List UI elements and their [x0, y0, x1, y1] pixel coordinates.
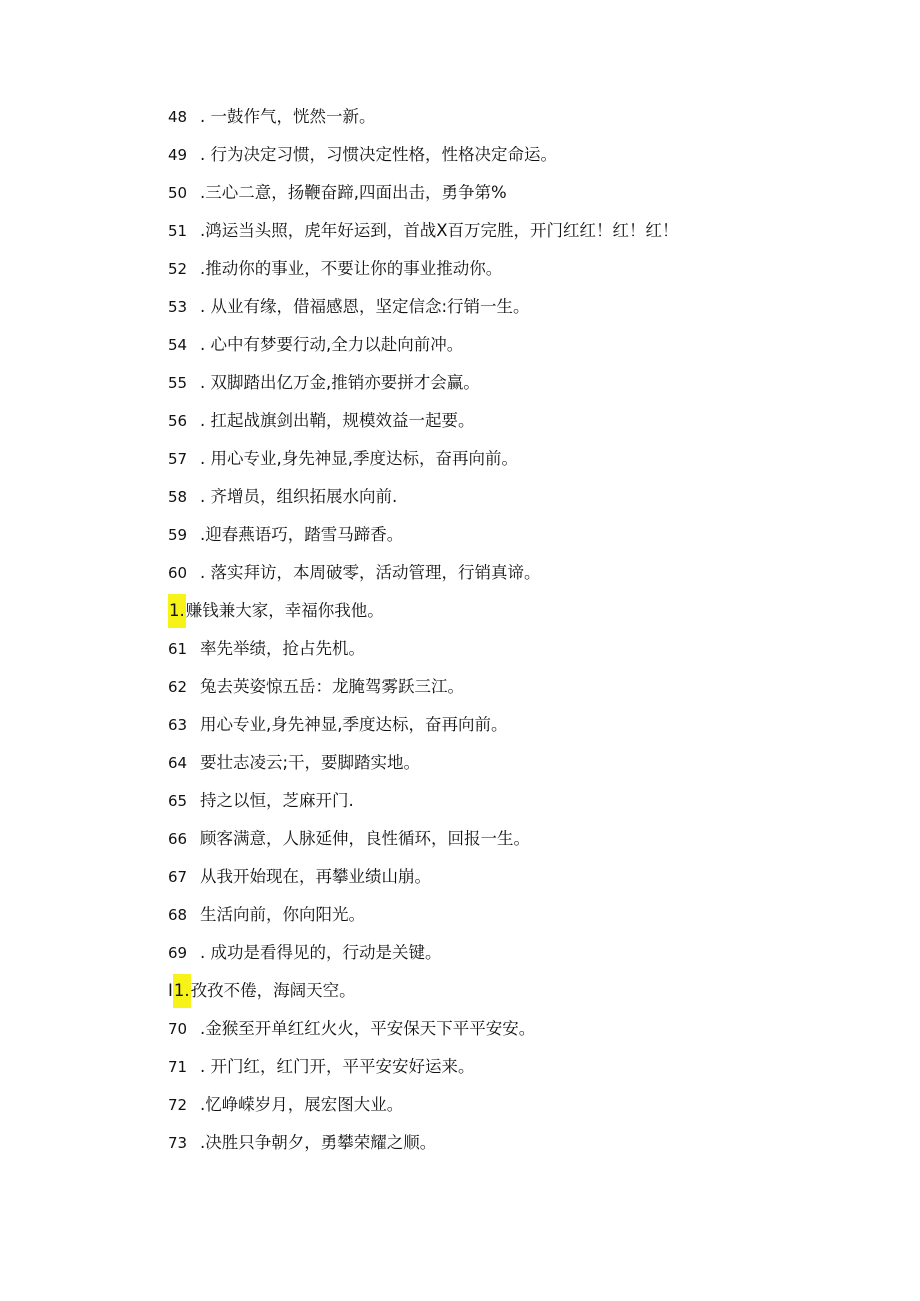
item-text: 率先举绩，抢占先机。 — [200, 639, 365, 658]
item-number: 49 — [168, 146, 188, 164]
list-item — [168, 402, 888, 440]
list-item — [168, 858, 888, 896]
item-number: 57 — [168, 450, 188, 468]
list-item — [168, 250, 888, 288]
item-number: 52 — [168, 260, 188, 278]
list-item-highlighted — [168, 972, 888, 1010]
list-item — [168, 896, 888, 934]
item-text: 孜孜不倦，海阔天空。 — [190, 981, 356, 1000]
item-number: 72 — [168, 1096, 188, 1114]
item-number: 54 — [168, 336, 188, 354]
item-prefix-letter: I — [168, 981, 173, 1000]
item-number: 61 — [168, 640, 188, 658]
item-text: . 开门红，红门开，平平安安好运来。 — [200, 1057, 475, 1076]
item-text: 顾客满意，人脉延伸，良性循环，回报一生。 — [200, 829, 530, 848]
item-number: 64 — [168, 754, 188, 772]
item-text: .推动你的事业，不要让你的事业推动你。 — [200, 259, 503, 278]
item-text: . 用心专业,身先神显,季度达标，奋再向前。 — [200, 449, 518, 468]
list-item — [168, 516, 888, 554]
list-item — [168, 744, 888, 782]
list-item — [168, 326, 888, 364]
item-text: 用心专业,身先神显,季度达标，奋再向前。 — [200, 715, 508, 734]
highlighted-prefix: 1. — [173, 974, 191, 1008]
item-text: .忆峥嵘岁月，展宏图大业。 — [200, 1095, 404, 1114]
item-number: 70 — [168, 1020, 188, 1038]
item-number: 60 — [168, 564, 188, 582]
item-text: . 成功是看得见的，行动是关键。 — [200, 943, 442, 962]
item-number: 66 — [168, 830, 188, 848]
item-number: 50 — [168, 184, 188, 202]
item-number: 59 — [168, 526, 188, 544]
list-item — [168, 1086, 888, 1124]
list-item — [168, 630, 888, 668]
item-number: 71 — [168, 1058, 188, 1076]
slogan-list — [168, 98, 888, 1162]
list-item — [168, 934, 888, 972]
item-number: 55 — [168, 374, 188, 392]
list-item — [168, 706, 888, 744]
highlighted-prefix: 1. — [168, 594, 186, 628]
item-text: . 双脚踏出亿万金,推销亦要拼才会赢。 — [200, 373, 480, 392]
list-item — [168, 1124, 888, 1162]
item-number: 67 — [168, 868, 188, 886]
item-text: .鸿运当头照，虎年好运到，首战X百万完胜，开门红红！红！红！ — [200, 221, 679, 240]
item-text: . 心中有梦要行动,全力以赴向前冲。 — [200, 335, 464, 354]
item-number: 73 — [168, 1134, 188, 1152]
list-item — [168, 782, 888, 820]
list-item — [168, 440, 888, 478]
list-item — [168, 1048, 888, 1086]
item-text: .金猴至开单红红火火，平安保天下平平安安。 — [200, 1019, 536, 1038]
item-text: .三心二意，扬鞭奋蹄,四面出击，勇争第% — [200, 183, 507, 202]
list-item — [168, 820, 888, 858]
item-text: 从我开始现在，再攀业绩山崩。 — [200, 867, 431, 886]
list-item — [168, 98, 888, 136]
item-number: 53 — [168, 298, 188, 316]
item-text: 要壮志凌云;干，要脚踏实地。 — [200, 753, 421, 772]
item-text: . 一鼓作气，恍然一新。 — [200, 107, 376, 126]
list-item-highlighted — [168, 592, 888, 630]
item-number: 51 — [168, 222, 188, 240]
item-text: . 落实拜访，本周破零，活动管理，行销真谛。 — [200, 563, 541, 582]
item-text: .迎春燕语巧，踏雪马蹄香。 — [200, 525, 404, 544]
item-text: .决胜只争朝夕，勇攀荣耀之顺。 — [200, 1133, 437, 1152]
item-text: . 从业有缘，借福感恩，坚定信念:行销一生。 — [200, 297, 530, 316]
list-item — [168, 364, 888, 402]
list-item — [168, 212, 888, 250]
item-text: 持之以恒，芝麻开门. — [200, 791, 354, 810]
list-item — [168, 478, 888, 516]
item-text: . 行为决定习惯，习惯决定性格，性格决定命运。 — [200, 145, 557, 164]
item-text: 兔去英姿惊五岳：龙腌驾雾跃三江。 — [200, 677, 464, 696]
list-item — [168, 1010, 888, 1048]
item-text: 赚钱兼大家，幸福你我他。 — [185, 601, 384, 620]
item-number: 62 — [168, 678, 188, 696]
item-number: 56 — [168, 412, 188, 430]
item-text: 生活向前，你向阳光。 — [200, 905, 365, 924]
item-number: 63 — [168, 716, 188, 734]
list-item — [168, 136, 888, 174]
item-number: 58 — [168, 488, 188, 506]
list-item — [168, 288, 888, 326]
list-item — [168, 554, 888, 592]
item-number: 68 — [168, 906, 188, 924]
list-item — [168, 174, 888, 212]
item-text: . 扛起战旗剑出鞘，规模效益一起要。 — [200, 411, 475, 430]
item-number: 69 — [168, 944, 188, 962]
item-number: 65 — [168, 792, 188, 810]
item-text: . 齐增员，组织拓展水向前. — [200, 487, 398, 506]
item-number: 48 — [168, 108, 188, 126]
list-item — [168, 668, 888, 706]
